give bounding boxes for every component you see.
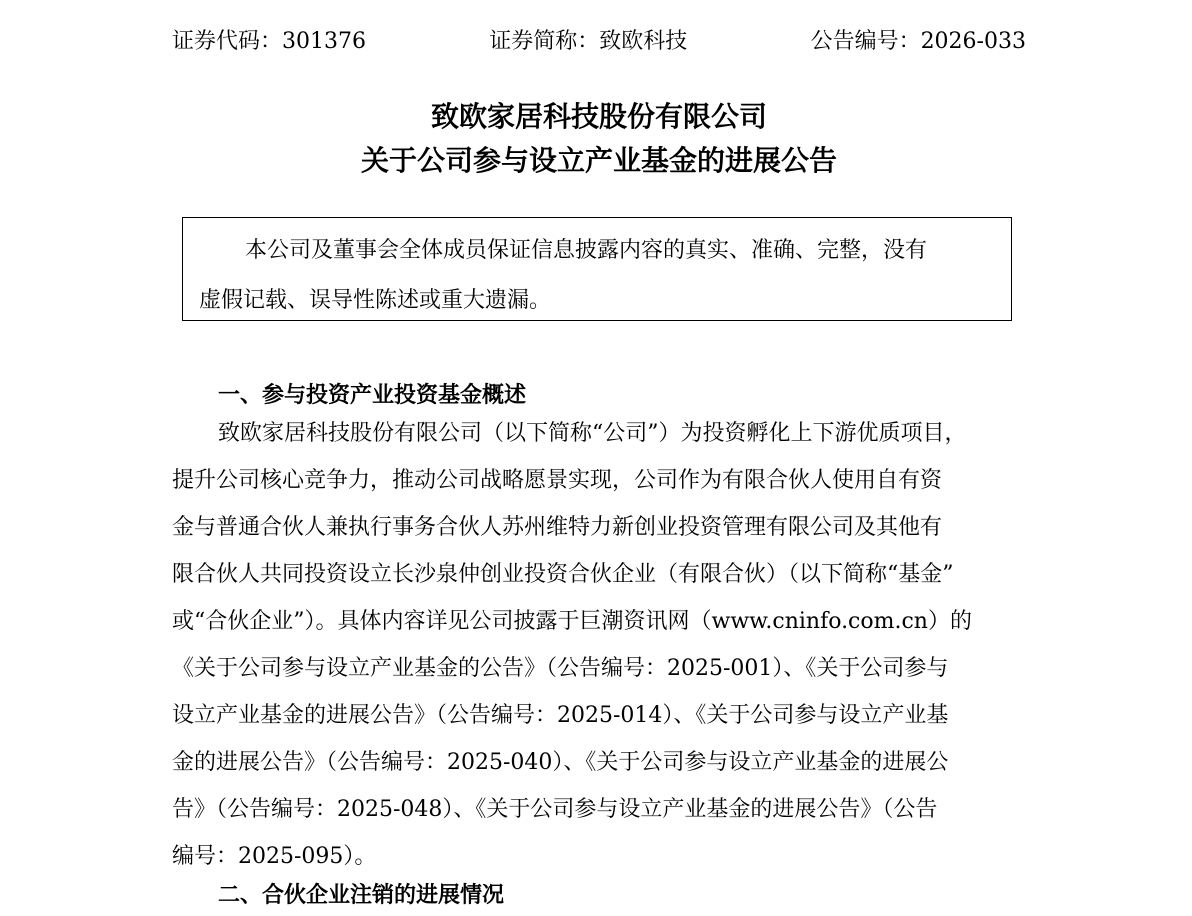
document-page bbox=[172, 0, 1026, 908]
section-heading-next: 二、合伙企业注销的进展情况 bbox=[218, 883, 505, 908]
body-line: 致欧家居科技股份有限公司（以下简称“公司”）为投资孵化上下游优质项目， bbox=[218, 421, 967, 446]
document-title-subject: 关于公司参与设立产业基金的进展公告 bbox=[360, 144, 837, 177]
body-line: 或“合伙企业”）。具体内容详见公司披露于巨潮资讯网（www.cninfo.com.cn）的 bbox=[172, 609, 972, 634]
body-line: 《关于公司参与设立产业基金的公告》（公告编号：2025-001）、《关于公司参与 bbox=[172, 656, 949, 681]
section-heading: 一、参与投资产业投资基金概述 bbox=[218, 383, 527, 408]
section-body bbox=[172, 410, 1026, 880]
document-title-company: 致欧家居科技股份有限公司 bbox=[430, 100, 767, 133]
body-line: 金与普通合伙人兼执行事务合伙人苏州维特力新创业投资管理有限公司及其他有 bbox=[172, 515, 943, 540]
body-line: 提升公司核心竞争力，推动公司战略愿景实现，公司作为有限合伙人使用自有资 bbox=[172, 468, 943, 493]
disclaimer-line: 虚假记载、误导性陈述或重大遗漏。 bbox=[199, 288, 552, 313]
body-line: 编号：2025-095）。 bbox=[172, 844, 377, 869]
body-line: 设立产业基金的进展公告》（公告编号：2025-014）、《关于公司参与设立产业基 bbox=[172, 703, 949, 728]
stock-code: 证券代码：301376 bbox=[172, 29, 366, 54]
body-line: 告》（公告编号：2025-048）、《关于公司参与设立产业基金的进展公告》（公告 bbox=[172, 797, 938, 822]
document-header bbox=[172, 26, 1026, 58]
disclaimer-box bbox=[182, 217, 1012, 321]
body-line: 限合伙人共同投资设立长沙泉仲创业投资合伙企业（有限合伙）（以下简称“基金” bbox=[172, 562, 954, 587]
stock-name: 证券简称：致欧科技 bbox=[489, 29, 688, 54]
announcement-number: 公告编号：2026-033 bbox=[810, 29, 1026, 54]
body-line: 金的进展公告》（公告编号：2025-040）、《关于公司参与设立产业基金的进展公 bbox=[172, 750, 949, 775]
disclaimer-line: 本公司及董事会全体成员保证信息披露内容的真实、准确、完整，没有 bbox=[245, 238, 928, 263]
